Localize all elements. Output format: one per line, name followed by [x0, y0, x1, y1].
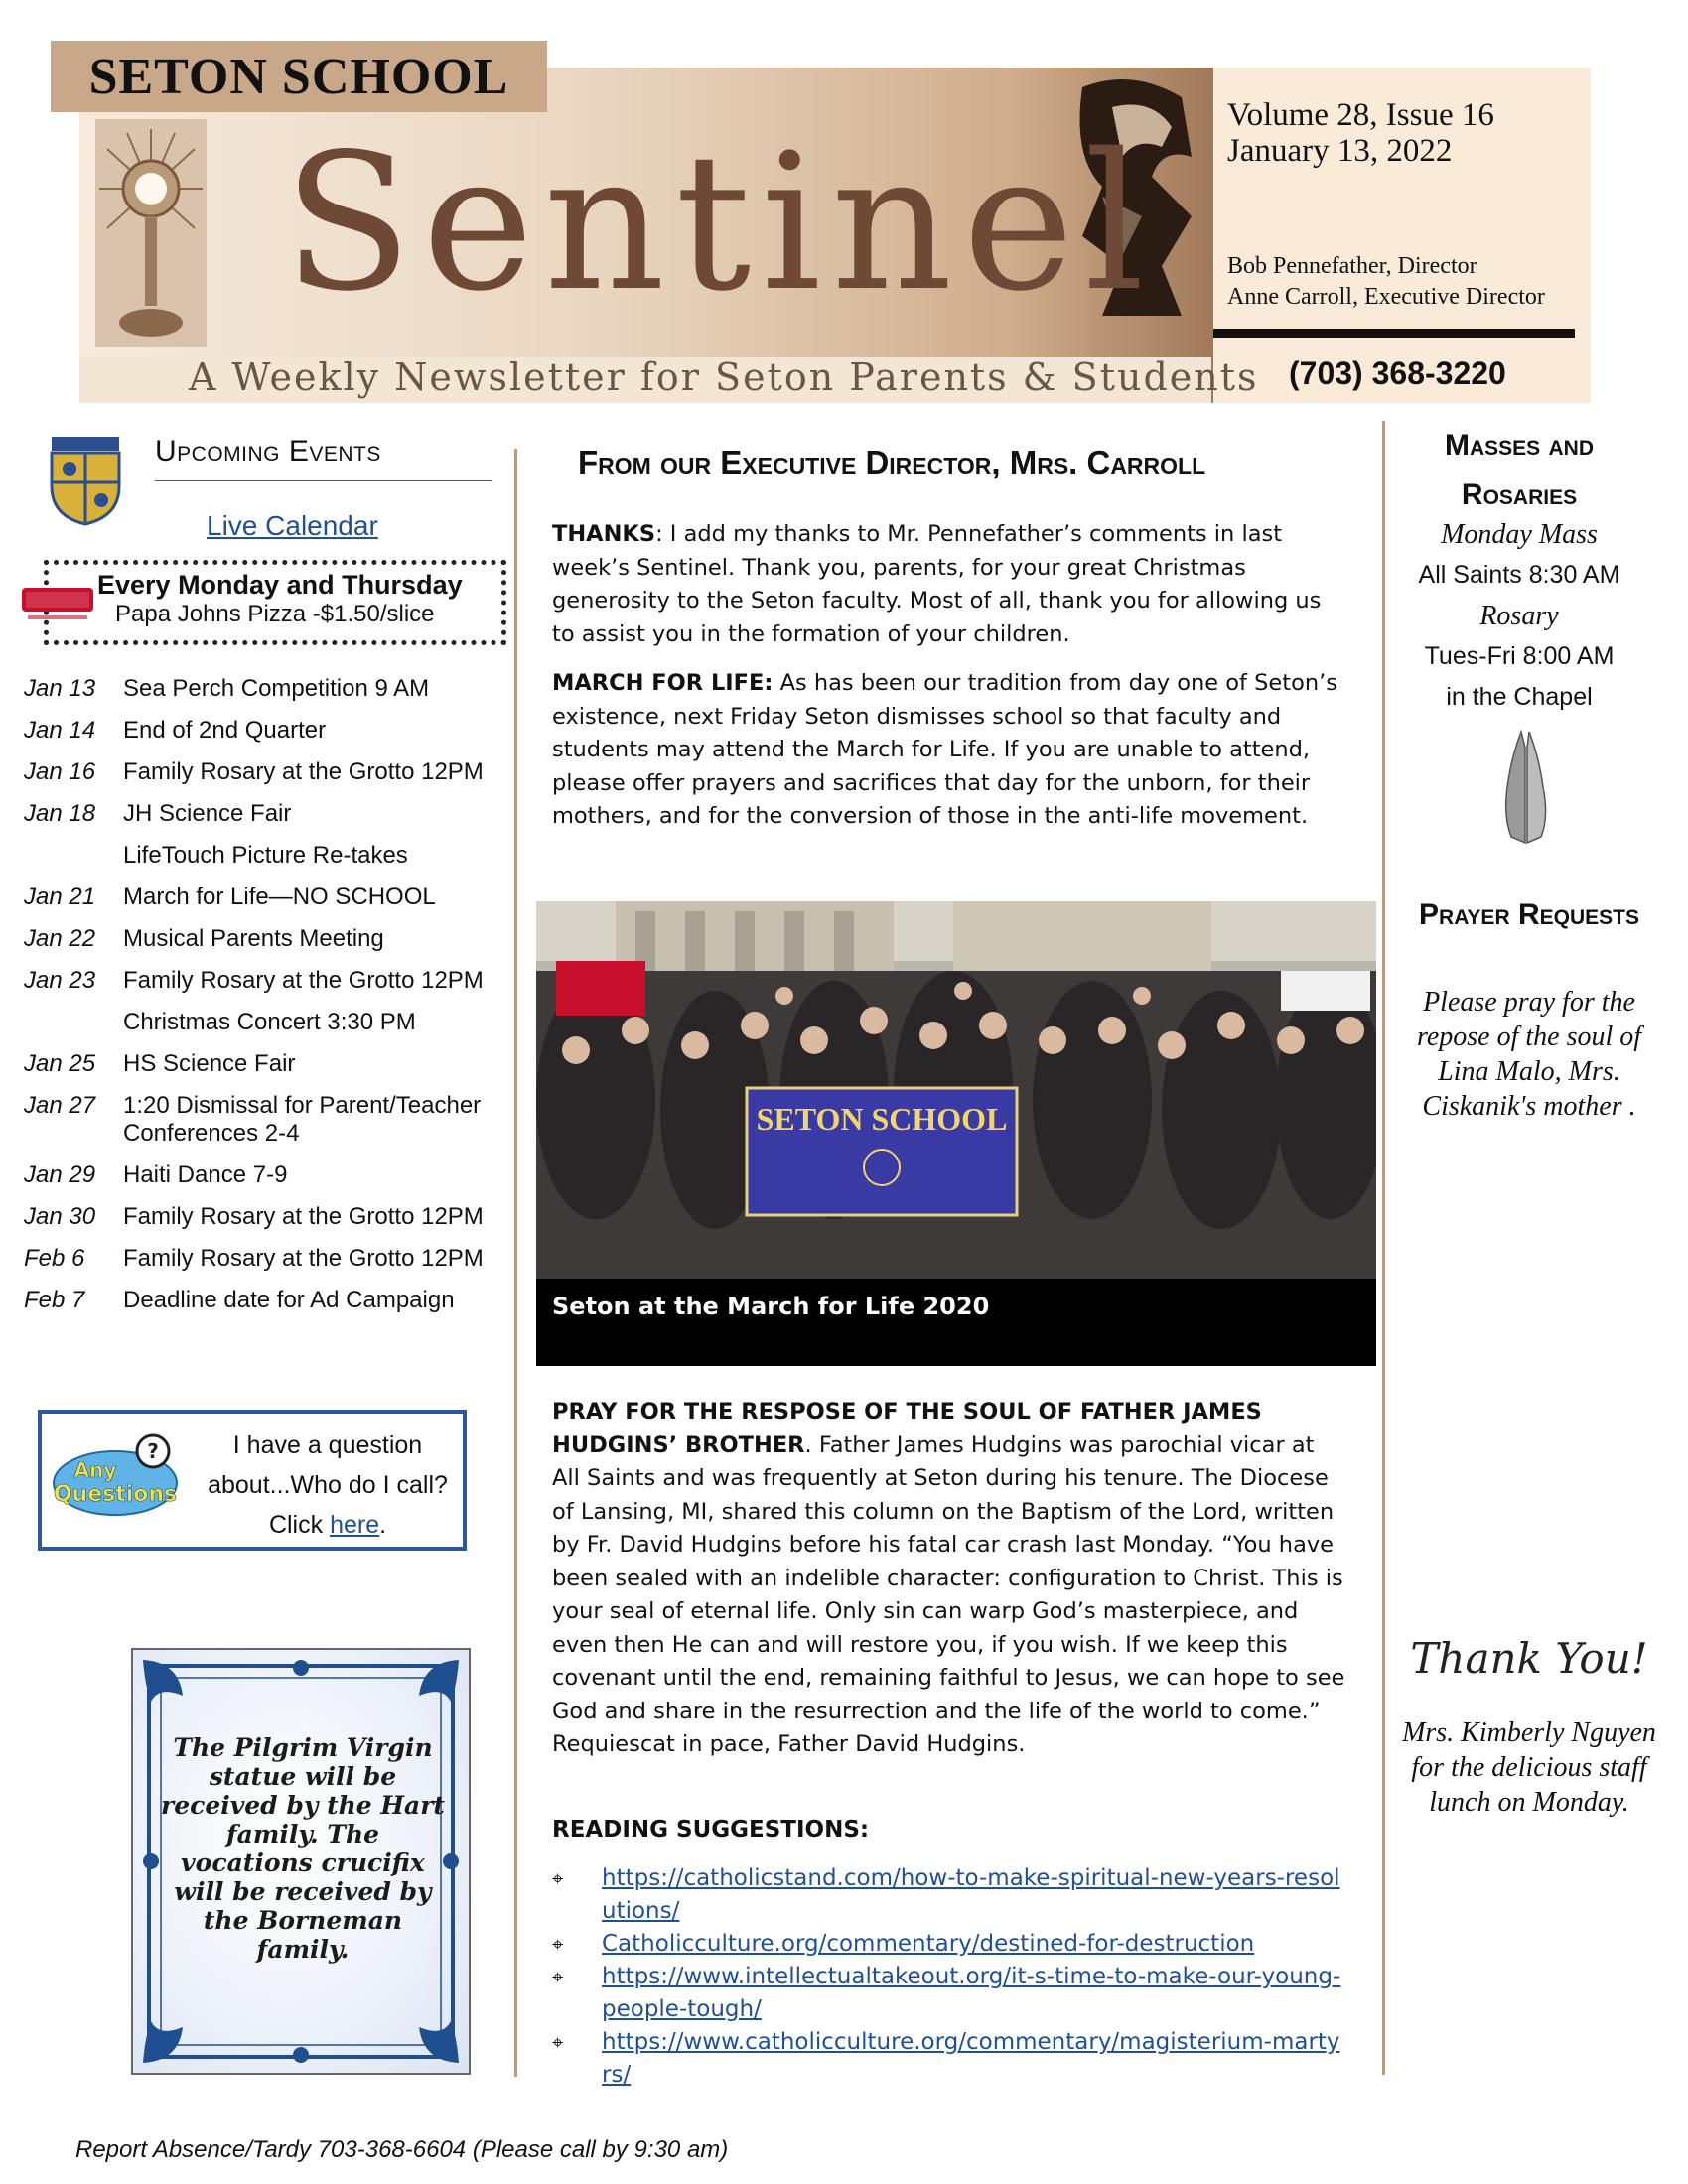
bullet-cross-icon: ⌖: [552, 1965, 564, 1988]
masses-heading: Masses and Rosaries: [1444, 429, 1594, 511]
event-date: Jan 27: [24, 1092, 96, 1119]
thank-you-title: Thank You!: [1410, 1634, 1648, 1683]
rosary-place: in the Chapel: [1446, 683, 1593, 711]
question-click-word: Click: [268, 1511, 324, 1539]
event-row: [24, 1287, 520, 1314]
absence-footer: Report Absence/Tardy 703-368-6604 (Please call by 9:30 am): [75, 2136, 729, 2163]
events-heading-rule: [155, 480, 492, 481]
event-date: Jan 21: [24, 884, 96, 910]
staff-info: [1227, 251, 1545, 313]
event-date: Jan 13: [24, 675, 96, 702]
reading-item: [552, 2026, 1346, 2092]
pizza-price: Papa Johns Pizza -$1.50/slice: [115, 601, 435, 627]
event-text: Family Rosary at the Grotto 12PM: [123, 1203, 484, 1230]
event-row: [24, 1009, 520, 1036]
event-date: Feb 6: [24, 1245, 85, 1272]
issue-date: January 13, 2022: [1227, 133, 1453, 169]
monstrance-icon: [95, 119, 207, 347]
thanks-paragraph: [552, 518, 1346, 651]
event-date: Jan 14: [24, 717, 96, 744]
masthead-rule: [1213, 329, 1575, 338]
event-text: March for Life—NO SCHOOL: [123, 884, 436, 910]
event-text: HS Science Fair: [123, 1050, 296, 1077]
bubble-word-questions: Questions: [53, 1482, 178, 1507]
event-row: [24, 800, 520, 828]
event-row: [24, 717, 520, 745]
event-row: [24, 967, 520, 995]
papa-johns-logo: [22, 584, 93, 623]
reading-heading: READING SUGGESTIONS:: [552, 1817, 870, 1843]
reading-item: [552, 1862, 1346, 1928]
reading-link[interactable]: https://www.catholicculture.org/commentary/magisterium-martyrs/: [602, 2029, 1340, 2088]
school-name: SETON SCHOOL: [51, 41, 547, 112]
thanks-text: : I add my thanks to Mr. Pennefather’s comments in last week’s Sentinel. Thank you, parents, for your great Christmas generosity to the Seton faculty. Most of all, thank you for allowing us to assist you in the formation of your children.: [552, 521, 1322, 647]
thanks-lead: THANKS: [552, 521, 656, 547]
event-row: [24, 675, 520, 703]
thank-you-body: Mrs. Kimberly Nguyen for the delicious staff lunch on Monday.: [1402, 1717, 1656, 1818]
question-period: .: [379, 1511, 387, 1539]
event-text: Sea Perch Competition 9 AM: [123, 675, 430, 702]
crest-icon: [46, 435, 125, 526]
event-date: Jan 22: [24, 925, 96, 952]
event-row: [24, 842, 520, 870]
event-text: LifeTouch Picture Re-takes: [123, 842, 408, 869]
march-paragraph: [552, 667, 1346, 834]
volume-issue: Volume 28, Issue 16: [1227, 97, 1494, 133]
hudgins-lead: PRAY FOR THE RESPOSE OF THE SOUL OF FATHER JAMES HUDGINS’ BROTHER: [552, 1399, 1262, 1458]
exec-director-name: Anne Carroll, Executive Director: [1227, 284, 1545, 310]
event-text: Family Rosary at the Grotto 12PM: [123, 1245, 484, 1272]
reading-link[interactable]: Catholicculture.org/commentary/destined-for-destruction: [602, 1931, 1255, 1957]
event-row: [24, 884, 520, 911]
event-date: [24, 1009, 123, 1036]
event-row: [24, 1245, 520, 1273]
reading-list: [552, 1862, 1346, 2092]
pilgrim-text: The Pilgrim Virgin statue will be received by the Hart family. The vocations crucifix will be received by the Borneman family.: [161, 1733, 445, 1964]
event-row: [24, 925, 520, 953]
march-text: As has been our tradition from day one of Seton’s existence, next Friday Seton dismisses school so that faculty and students may attend the March for Life. If you are unable to attend, please offer prayers and sacrifices that day for the unborn, for their mothers, and for the conversion of those in the anti-life movement.: [552, 670, 1337, 829]
bullet-cross-icon: ⌖: [552, 1932, 564, 1956]
question-bubble-icon: [50, 1432, 183, 1523]
rosary-label: Rosary: [1479, 601, 1559, 631]
event-date: [24, 842, 123, 870]
question-text: [195, 1426, 461, 1545]
event-row: [24, 1050, 520, 1078]
monday-mass-label: Monday Mass: [1441, 519, 1598, 550]
director-name: Bob Pennefather, Director: [1227, 253, 1477, 279]
event-text: End of 2nd Quarter: [123, 717, 327, 744]
event-text: Deadline date for Ad Campaign: [123, 1287, 455, 1313]
prayer-body: Please pray for the repose of the soul of Lina Malo, Mrs. Ciskanik's mother .: [1416, 987, 1642, 1122]
monday-mass-time: All Saints 8:30 AM: [1418, 561, 1620, 589]
question-here-link[interactable]: here: [330, 1511, 380, 1539]
event-row: [24, 1161, 520, 1189]
event-text: Musical Parents Meeting: [123, 925, 384, 952]
bullet-cross-icon: ⌖: [552, 1866, 564, 1890]
event-date: Jan 25: [24, 1050, 96, 1077]
issue-info: [1227, 97, 1494, 169]
praying-hands-icon: [1491, 728, 1561, 847]
event-text: Family Rosary at the Grotto 12PM: [123, 967, 484, 994]
svg-text:?: ?: [147, 1439, 159, 1463]
question-line-2: about...Who do I call?: [208, 1471, 448, 1499]
reading-link[interactable]: https://www.intellectualtakeout.org/it-s-time-to-make-our-young-people-tough/: [602, 1964, 1341, 2022]
right-column-rule: [1382, 421, 1385, 2075]
bubble-word-any: Any: [73, 1458, 117, 1482]
event-date: Jan 18: [24, 800, 96, 827]
event-text: 1:20 Dismissal for Parent/Teacher Conferences 2-4: [123, 1092, 482, 1147]
event-text: Christmas Concert 3:30 PM: [123, 1009, 416, 1035]
event-date: Jan 30: [24, 1203, 96, 1230]
newsletter-tagline: A Weekly Newsletter for Seton Parents & Students: [189, 355, 1259, 399]
pizza-days: Every Monday and Thursday: [97, 570, 463, 600]
masses-body: [1390, 514, 1648, 718]
school-phone: (703) 368-3220: [1289, 355, 1506, 391]
bullet-cross-icon: ⌖: [552, 2030, 564, 2054]
event-list: [24, 675, 520, 1328]
newsletter-title: Sentinel: [283, 113, 1155, 333]
prayer-heading: Prayer Requests: [1419, 898, 1639, 931]
photo-banner-text: SETON SCHOOL: [756, 1101, 1008, 1137]
director-heading: From our Executive Director, Mrs. Carroll: [578, 444, 1206, 480]
question-line-3: [195, 1505, 461, 1545]
event-row: [24, 1203, 520, 1231]
event-row: [24, 1092, 520, 1148]
event-text: Family Rosary at the Grotto 12PM: [123, 758, 484, 785]
march-lead: MARCH FOR LIFE:: [552, 670, 774, 696]
rosary-time: Tues-Fri 8:00 AM: [1424, 642, 1615, 670]
question-line-1: I have a question: [232, 1432, 423, 1459]
event-date: Feb 7: [24, 1287, 85, 1313]
live-calendar-link[interactable]: Live Calendar: [207, 510, 378, 541]
march-for-life-photo: [536, 901, 1376, 1279]
event-date: Jan 23: [24, 967, 96, 994]
event-date: Jan 16: [24, 758, 96, 785]
reading-item: [552, 1961, 1346, 2026]
hudgins-paragraph: [552, 1396, 1346, 1762]
upcoming-events-heading: Upcoming Events: [155, 435, 381, 468]
event-date: Jan 29: [24, 1161, 96, 1188]
event-text: JH Science Fair: [123, 800, 292, 827]
event-row: [24, 758, 520, 786]
photo-caption: Seton at the March for Life 2020: [552, 1293, 990, 1320]
reading-link[interactable]: https://catholicstand.com/how-to-make-spiritual-new-years-resolutions/: [602, 1865, 1340, 1924]
hudgins-text: . Father James Hudgins was parochial vicar at All Saints and was frequently at Seton during his tenure. The Diocese of Lansing, MI, shared this column on the Baptism of the Lord, written by Fr. David Hudgins before his fatal car crash last Monday. “You have been sealed with an indelible character: configuration to Christ. This is your seal of eternal life. Only sin can warp God’s masterpiece, and even then He can and will restore you, if you wish. If we keep this covenant until the end, remaining faithful to Jesus, we can hope to see God and share in the resurrection and the life of the world to come.” Requiescat in pace, Father David Hudgins.: [552, 1432, 1345, 1757]
reading-item: [552, 1928, 1346, 1961]
event-text: Haiti Dance 7-9: [123, 1161, 288, 1188]
